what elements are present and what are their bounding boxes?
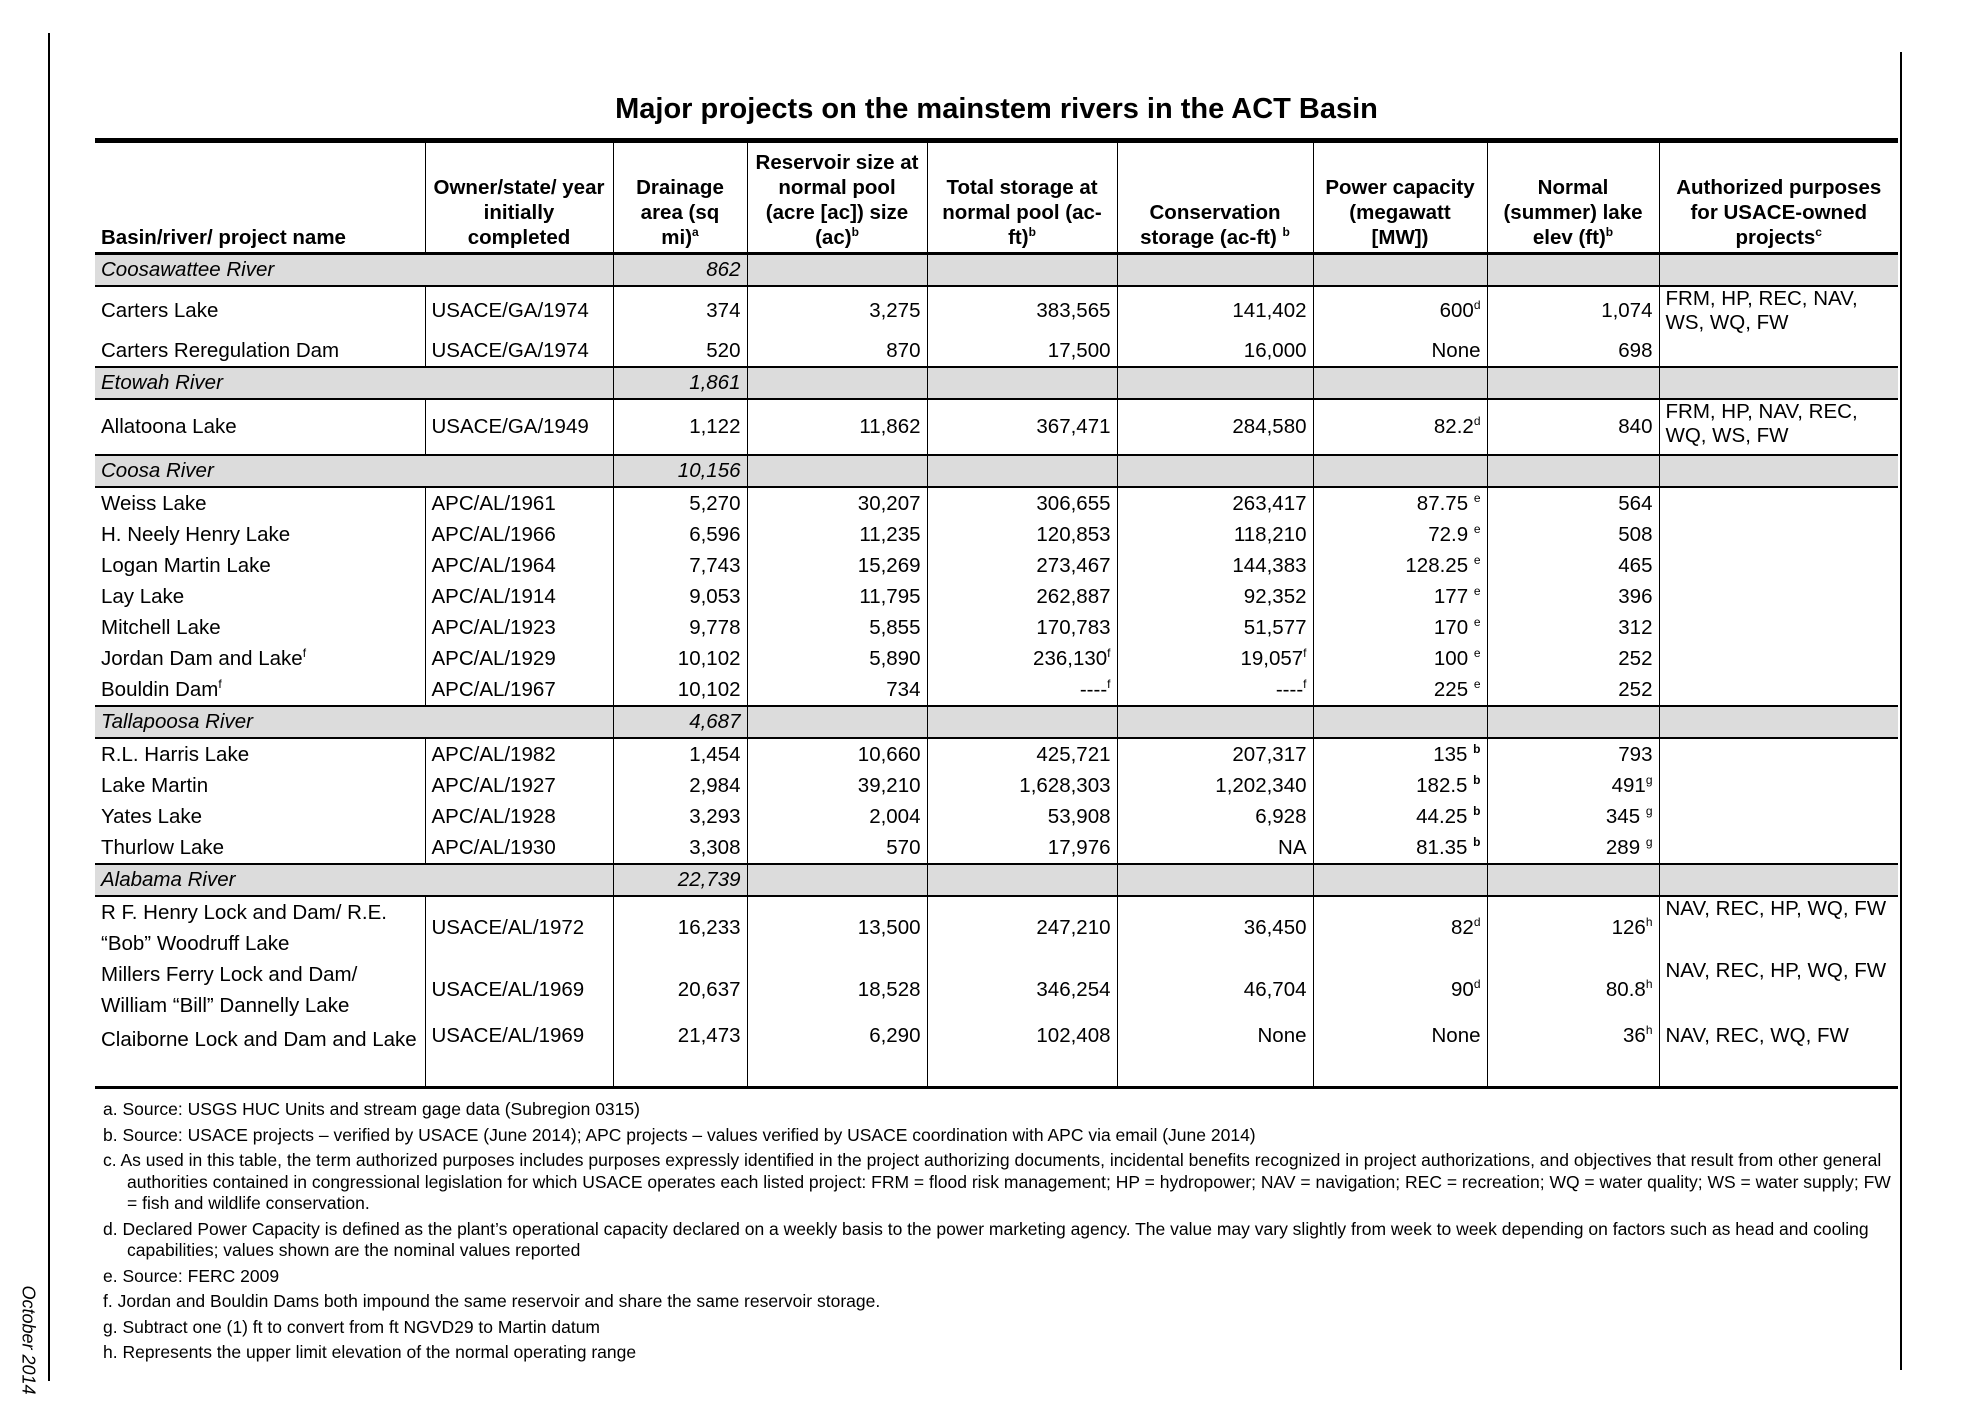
owner-cell: USACE/GA/1949 (425, 399, 613, 455)
owner-cell: USACE/AL/1969 (425, 1021, 613, 1088)
owner-cell: APC/AL/1967 (425, 674, 613, 706)
owner-cell: APC/AL/1966 (425, 519, 613, 550)
reservoir-cell: 870 (747, 335, 927, 367)
table-row (95, 832, 1898, 864)
project-name: R.L. Harris Lake (95, 738, 425, 770)
elev-cell: 312 (1487, 612, 1659, 643)
drainage-cell: 7,743 (613, 550, 747, 581)
total-storage-cell: 17,976 (927, 832, 1117, 864)
power-cell: 82$^d$ (1313, 896, 1487, 959)
conservation-cell: 19,057$^f$ (1117, 643, 1313, 674)
drainage-cell: 16,233 (613, 896, 747, 959)
footnotes (103, 1099, 1893, 1368)
elev-cell: 508 (1487, 519, 1659, 550)
purposes-cell (1659, 643, 1898, 674)
elev-cell: 465 (1487, 550, 1659, 581)
section-name: Etowah River (95, 367, 613, 399)
power-cell: 100 $^e$ (1313, 643, 1487, 674)
section-row (95, 455, 1898, 487)
section-drainage: 862 (613, 254, 747, 287)
total-storage-cell: 53,908 (927, 801, 1117, 832)
elev-cell: 252 (1487, 674, 1659, 706)
total-storage-cell: 1,628,303 (927, 770, 1117, 801)
section-name: Coosawattee River (95, 254, 613, 287)
conservation-cell: 144,383 (1117, 550, 1313, 581)
table-row (95, 519, 1898, 550)
project-name: R F. Henry Lock and Dam/ R.E. “Bob” Woodruff Lake (95, 896, 425, 959)
side-date: October 2014 (18, 1285, 39, 1395)
purposes-cell: NAV, REC, WQ, FW (1665, 1024, 1849, 1047)
total-storage-cell: 247,210 (927, 896, 1117, 959)
reservoir-cell: 3,275 (747, 286, 927, 335)
drainage-cell: 3,293 (613, 801, 747, 832)
owner-cell: USACE/GA/1974 (425, 286, 613, 335)
purposes-cell (1659, 738, 1898, 770)
section-row (95, 706, 1898, 738)
drainage-cell: 10,102 (613, 674, 747, 706)
owner-cell: APC/AL/1927 (425, 770, 613, 801)
elev-cell: 793 (1487, 738, 1659, 770)
project-name: Yates Lake (95, 801, 425, 832)
project-name: H. Neely Henry Lake (95, 519, 425, 550)
table-row (95, 1021, 1898, 1088)
power-cell: 170 $^e$ (1313, 612, 1487, 643)
elev-cell: 396 (1487, 581, 1659, 612)
conservation-cell: 118,210 (1117, 519, 1313, 550)
reservoir-cell: 11,235 (747, 519, 927, 550)
total-storage-cell: 346,254 (927, 959, 1117, 1021)
purposes-cell (1659, 487, 1898, 519)
purposes-cell: FRM, HP, NAV, REC, WQ, WS, FW (1665, 400, 1858, 447)
section-drainage: 10,156 (613, 455, 747, 487)
project-name: Lake Martin (95, 770, 425, 801)
elev-cell: 491$^g$ (1487, 770, 1659, 801)
purposes-cell (1659, 335, 1898, 367)
reservoir-cell: 15,269 (747, 550, 927, 581)
header-total-storage: Total storage at normal pool $(ac-ft)^b$ (927, 141, 1117, 254)
total-storage-cell: 17,500 (927, 335, 1117, 367)
project-name: Thurlow Lake (95, 832, 425, 864)
owner-cell: APC/AL/1964 (425, 550, 613, 581)
conservation-cell: 207,317 (1117, 738, 1313, 770)
owner-cell: USACE/AL/1969 (425, 959, 613, 1021)
reservoir-cell: 5,855 (747, 612, 927, 643)
purposes-cell: FRM, HP, REC, NAV, WS, WQ, FW (1665, 287, 1858, 334)
section-row (95, 367, 1898, 399)
footnote: h. Represents the upper limit elevation of the normal operating range (103, 1342, 637, 1362)
drainage-cell: 520 (613, 335, 747, 367)
section-drainage: 1,861 (613, 367, 747, 399)
section-drainage: 22,739 (613, 864, 747, 896)
power-cell: None (1313, 1021, 1487, 1088)
drainage-cell: 5,270 (613, 487, 747, 519)
owner-cell: APC/AL/1982 (425, 738, 613, 770)
conservation-cell: 51,577 (1117, 612, 1313, 643)
conservation-cell: None (1117, 1021, 1313, 1088)
reservoir-cell: 18,528 (747, 959, 927, 1021)
conservation-cell: 6,928 (1117, 801, 1313, 832)
elev-cell: 698 (1487, 335, 1659, 367)
project-name: Bouldin Dam$^f$ (95, 674, 425, 706)
total-storage-cell: 425,721 (927, 738, 1117, 770)
elev-cell: 126$^h$ (1487, 896, 1659, 959)
reservoir-cell: 10,660 (747, 738, 927, 770)
total-storage-cell: 273,467 (927, 550, 1117, 581)
drainage-cell: 1,454 (613, 738, 747, 770)
owner-cell: APC/AL/1961 (425, 487, 613, 519)
right-margin-rule (1900, 52, 1902, 1370)
section-name: Alabama River (95, 864, 613, 896)
project-name: Allatoona Lake (95, 399, 425, 455)
total-storage-cell: 367,471 (927, 399, 1117, 455)
reservoir-cell: 6,290 (747, 1021, 927, 1088)
total-storage-cell: 306,655 (927, 487, 1117, 519)
header-purposes: Authorized purposes for USACE-owned projects$^c$ (1676, 176, 1882, 249)
power-cell: 87.75 $^e$ (1313, 487, 1487, 519)
project-name: Millers Ferry Lock and Dam/ William “Bill” Dannelly Lake (95, 959, 425, 1021)
elev-cell: 252 (1487, 643, 1659, 674)
owner-cell: APC/AL/1923 (425, 612, 613, 643)
power-cell: 225 $^e$ (1313, 674, 1487, 706)
reservoir-cell: 13,500 (747, 896, 927, 959)
conservation-cell: 263,417 (1117, 487, 1313, 519)
table-row (95, 487, 1898, 519)
owner-cell: APC/AL/1914 (425, 581, 613, 612)
reservoir-cell: 11,795 (747, 581, 927, 612)
table-row (95, 399, 1898, 455)
power-cell: 90$^d$ (1313, 959, 1487, 1021)
purposes-cell (1659, 832, 1898, 864)
drainage-cell: 9,053 (613, 581, 747, 612)
purposes-cell (1659, 612, 1898, 643)
reservoir-cell: 570 (747, 832, 927, 864)
reservoir-cell: 11,862 (747, 399, 927, 455)
power-cell: 600$^d$ (1313, 286, 1487, 335)
drainage-cell: 3,308 (613, 832, 747, 864)
reservoir-cell: 734 (747, 674, 927, 706)
purposes-cell (1659, 801, 1898, 832)
total-storage-cell: ----$^f$ (927, 674, 1117, 706)
header-reservoir-size: Reservoir size at normal pool (acre [ac]) size (ac)$^b$ (747, 141, 927, 254)
total-storage-cell: 262,887 (927, 581, 1117, 612)
purposes-cell: NAV, REC, HP, WQ, FW (1665, 897, 1887, 920)
project-name: Carters Reregulation Dam (95, 335, 425, 367)
conservation-cell: ----$^f$ (1117, 674, 1313, 706)
table-row (95, 612, 1898, 643)
header-drainage: Drainage area (sq mi)$^a$ (613, 141, 747, 254)
footnote: d. Declared Power Capacity is defined as the plant’s operational capacity declared on a weekly basis to the power marketing agency. The value may vary slightly from week to week depending on factors such as head and cooling capabilities; values shown are the nominal values reported (103, 1218, 1869, 1260)
header-lake-elev: Normal (summer) lake elev (ft)$^b$ (1487, 141, 1659, 254)
conservation-cell: NA (1117, 832, 1313, 864)
section-row (95, 864, 1898, 896)
elev-cell: 36$^h$ (1487, 1021, 1659, 1088)
table-row (95, 770, 1898, 801)
owner-cell: USACE/AL/1972 (425, 896, 613, 959)
elev-cell: 564 (1487, 487, 1659, 519)
total-storage-cell: 102,408 (927, 1021, 1117, 1088)
owner-cell: APC/AL/1928 (425, 801, 613, 832)
purposes-cell (1659, 770, 1898, 801)
owner-cell: APC/AL/1930 (425, 832, 613, 864)
section-row (95, 254, 1898, 287)
table-row (95, 643, 1898, 674)
drainage-cell: 2,984 (613, 770, 747, 801)
project-name: Logan Martin Lake (95, 550, 425, 581)
projects-table (95, 138, 1898, 1089)
page-title: Major projects on the mainstem rivers in the ACT Basin (615, 93, 1378, 125)
header-name: Basin/river/ project name (95, 141, 425, 254)
owner-cell: USACE/GA/1974 (425, 335, 613, 367)
conservation-cell: 92,352 (1117, 581, 1313, 612)
section-name: Coosa River (95, 455, 613, 487)
section-name: Tallapoosa River (95, 706, 613, 738)
project-name: Weiss Lake (95, 487, 425, 519)
drainage-cell: 374 (613, 286, 747, 335)
header-conservation-storage: Conservation storage (ac-ft) $^b$ (1117, 141, 1313, 254)
table-row (95, 674, 1898, 706)
footnote: f. Jordan and Bouldin Dams both impound the same reservoir and share the same reservoir storage. (103, 1291, 881, 1311)
footnote: c. As used in this table, the term authorized purposes includes purposes expressly identified in the project authorizing documents, incidental benefits recognized in project authorizations, and objectives that result from other general authorities contained in congressional legislation for which USACE operates each listed project: FRM = flood risk management; HP = hydropower; NAV = navigation; REC = recreation; WQ = water quality; WS = water supply; FW = fish and wildlife conservation. (103, 1150, 1891, 1213)
power-cell: 81.35 $^b$ (1313, 832, 1487, 864)
power-cell: 135 $^b$ (1313, 738, 1487, 770)
power-cell: None (1313, 335, 1487, 367)
conservation-cell: 46,704 (1117, 959, 1313, 1021)
elev-cell: 1,074 (1487, 286, 1659, 335)
table-row (95, 335, 1898, 367)
table-row (95, 959, 1898, 1021)
conservation-cell: 36,450 (1117, 896, 1313, 959)
header-row (95, 141, 1898, 254)
project-name: Lay Lake (95, 581, 425, 612)
conservation-cell: 16,000 (1117, 335, 1313, 367)
purposes-cell: NAV, REC, HP, WQ, FW (1665, 959, 1887, 982)
purposes-cell (1659, 519, 1898, 550)
table-row (95, 550, 1898, 581)
header-power-capacity: Power capacity (megawatt [MW]) (1313, 141, 1487, 254)
reservoir-cell: 39,210 (747, 770, 927, 801)
drainage-cell: 20,637 (613, 959, 747, 1021)
reservoir-cell: 5,890 (747, 643, 927, 674)
drainage-cell: 10,102 (613, 643, 747, 674)
elev-cell: 80.8$^h$ (1487, 959, 1659, 1021)
left-margin-rule (48, 33, 50, 1381)
power-cell: 44.25 $^b$ (1313, 801, 1487, 832)
section-drainage: 4,687 (613, 706, 747, 738)
footnote: b. Source: USACE projects – verified by USACE (June 2014); APC projects – values verified by USACE coordination with APC via email (June 2014) (103, 1124, 1256, 1145)
table-row (95, 896, 1898, 959)
reservoir-cell: 2,004 (747, 801, 927, 832)
footnote: a. Source: USGS HUC Units and stream gage data (Subregion 0315) (103, 1099, 640, 1119)
drainage-cell: 21,473 (613, 1021, 747, 1088)
table-row (95, 581, 1898, 612)
drainage-cell: 9,778 (613, 612, 747, 643)
project-name: Jordan Dam and Lake$^f$ (95, 643, 425, 674)
table-row (95, 801, 1898, 832)
power-cell: 82.2$^d$ (1313, 399, 1487, 455)
total-storage-cell: 120,853 (927, 519, 1117, 550)
table-row (95, 286, 1898, 335)
purposes-cell (1659, 581, 1898, 612)
reservoir-cell: 30,207 (747, 487, 927, 519)
footnote: e. Source: FERC 2009 (103, 1265, 280, 1286)
conservation-cell: 141,402 (1117, 286, 1313, 335)
purposes-cell (1659, 550, 1898, 581)
elev-cell: 289 $^g$ (1487, 832, 1659, 864)
elev-cell: 840 (1487, 399, 1659, 455)
purposes-cell (1659, 674, 1898, 706)
owner-cell: APC/AL/1929 (425, 643, 613, 674)
elev-cell: 345 $^g$ (1487, 801, 1659, 832)
total-storage-cell: 236,130$^f$ (927, 643, 1117, 674)
drainage-cell: 6,596 (613, 519, 747, 550)
power-cell: 177 $^e$ (1313, 581, 1487, 612)
conservation-cell: 1,202,340 (1117, 770, 1313, 801)
footnote: g. Subtract one (1) ft to convert from ft NGVD29 to Martin datum (103, 1316, 601, 1337)
total-storage-cell: 170,783 (927, 612, 1117, 643)
project-name: Claiborne Lock and Dam and Lake (95, 1021, 425, 1088)
table-row (95, 738, 1898, 770)
header-owner: Owner/state/ year initially completed (425, 141, 613, 254)
project-name: Mitchell Lake (95, 612, 425, 643)
total-storage-cell: 383,565 (927, 286, 1117, 335)
power-cell: 182.5 $^b$ (1313, 770, 1487, 801)
power-cell: 72.9 $^e$ (1313, 519, 1487, 550)
conservation-cell: 284,580 (1117, 399, 1313, 455)
project-name: Carters Lake (95, 286, 425, 335)
drainage-cell: 1,122 (613, 399, 747, 455)
power-cell: 128.25 $^e$ (1313, 550, 1487, 581)
